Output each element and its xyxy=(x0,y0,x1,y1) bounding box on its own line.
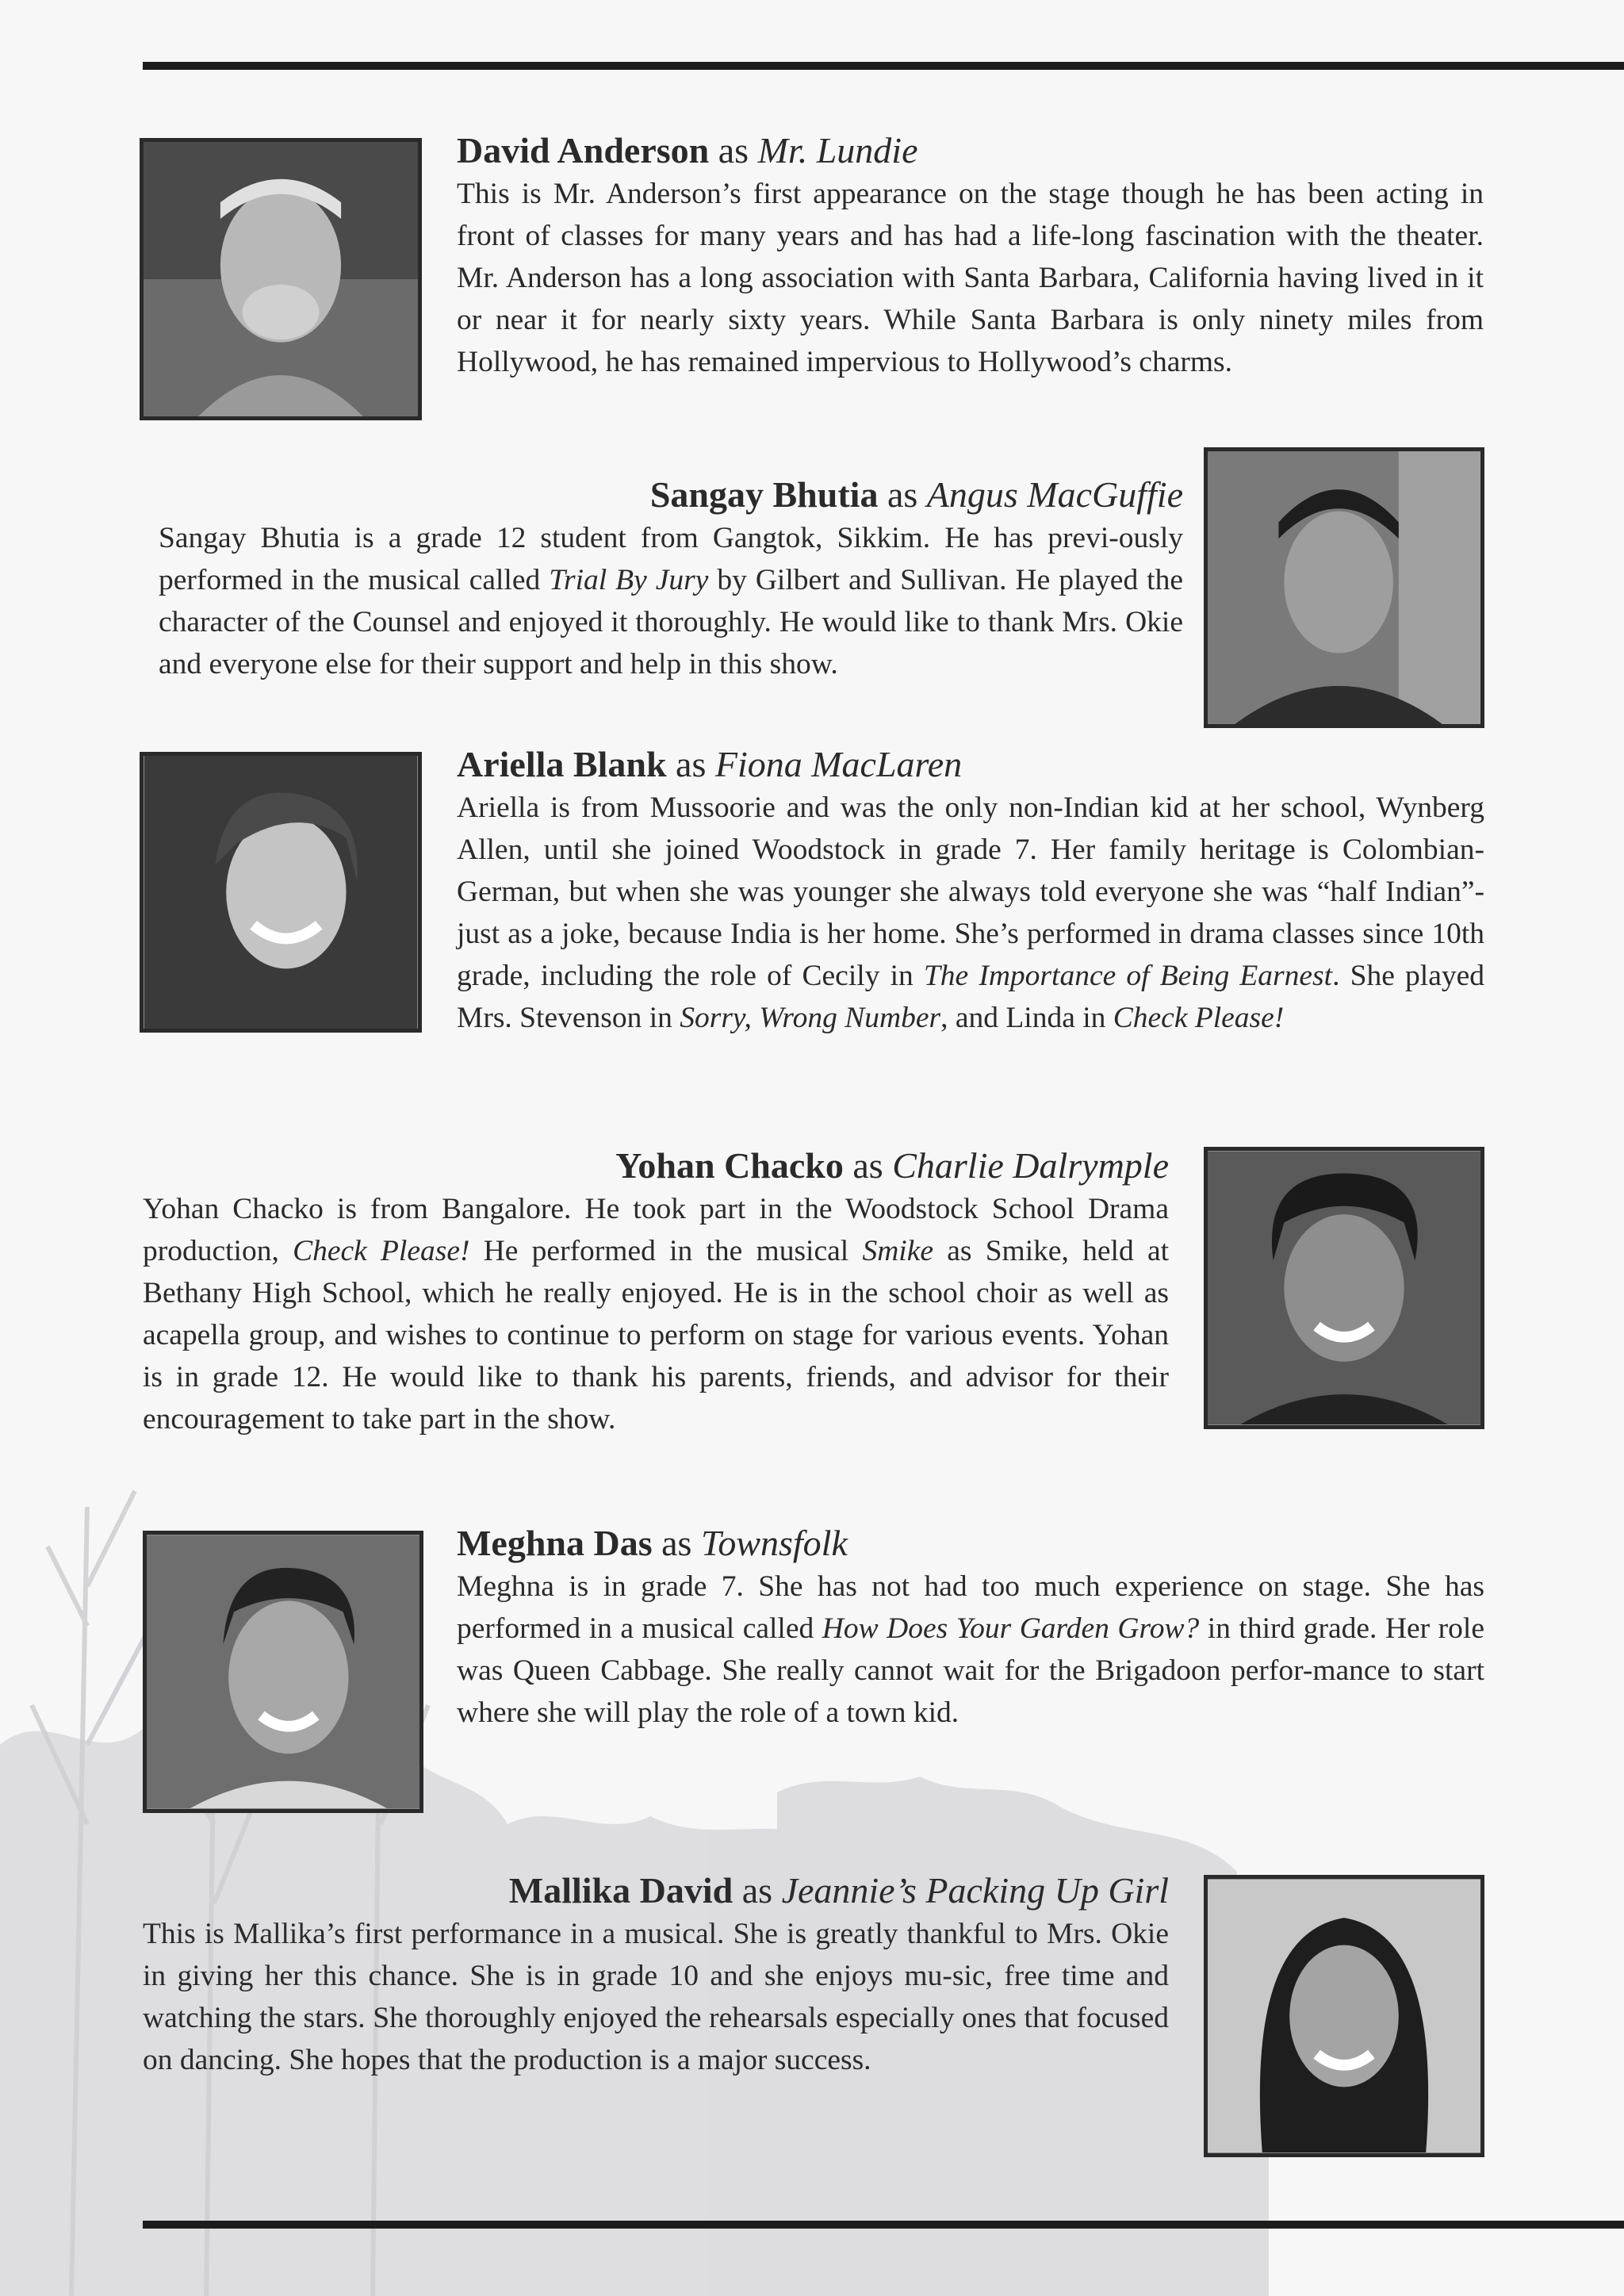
bio-meghna-das xyxy=(457,1521,1484,1734)
bio-text xyxy=(457,787,1484,1039)
bio-text xyxy=(457,1566,1484,1734)
bio-text xyxy=(143,1188,1169,1440)
actor-name: Ariella Blank xyxy=(457,744,667,784)
bio-text-span: He performed in the musical xyxy=(469,1235,863,1267)
bio-text-span: as Smike, held at Bethany High School, which he really enjoyed. He is in the school choir as well as acapella group, and wishes to continue to perform on stage for various events. Yohan is in grade 12. He would like to thank his parents, friends, and advisor for their encouragement to take part in the show. xyxy=(143,1235,1170,1435)
as-word: as xyxy=(718,130,749,171)
bio-text-span: Check Please! xyxy=(293,1235,470,1267)
david-anderson-photo xyxy=(140,138,422,420)
bio-heading xyxy=(457,1521,1484,1566)
bio-heading xyxy=(143,1869,1169,1913)
bio-text-span: How Does Your Garden Grow? xyxy=(822,1612,1200,1645)
bio-text-span: Sorry, Wrong Number xyxy=(680,1002,941,1034)
meghna-das-photo xyxy=(143,1531,423,1813)
bio-heading xyxy=(457,742,1484,787)
actor-name: David Anderson xyxy=(457,130,710,171)
bio-text xyxy=(159,517,1183,685)
bio-text-span: Sangay Bhutia is a grade 12 student from Gangtok, Sikkim. He has previ-ously performed in the musical called xyxy=(159,522,1183,596)
as-word: as xyxy=(741,1870,773,1911)
actor-name: Mallika David xyxy=(508,1870,733,1911)
bio-david-anderson xyxy=(457,128,1484,383)
bio-text-span: by Gilbert and Sullivan. He played the character of the Counsel and enjoyed it thoroughly. He would like to thank Mrs. Okie and everyone else for their support and help in this show. xyxy=(159,564,1183,680)
bottom-rule xyxy=(143,2221,1624,2229)
bio-text-span: Ariella is from Mussoorie and was the only non-Indian kid at her school, Wynberg Allen, until she joined Woodstock in grade 7. Her family heritage is Colombian-German, but when she was younger she always told everyone she was “half Indian”- just as a joke, because India is her home. She’s performed in drama classes since 10th grade, including the role of Cecily in xyxy=(457,792,1484,992)
bio-text-span: , and Linda in xyxy=(940,1002,1113,1034)
bio-text-span: Trial By Jury xyxy=(549,564,709,596)
top-rule xyxy=(143,62,1624,70)
ariella-blank-photo xyxy=(140,752,422,1033)
as-word: as xyxy=(661,1523,692,1563)
as-word: as xyxy=(676,744,707,784)
bio-text-span: . She played Mrs. Stevenson in xyxy=(457,960,1484,1034)
bio-heading xyxy=(143,1144,1169,1188)
actor-name: Meghna Das xyxy=(457,1523,653,1563)
bio-sangay-bhutia xyxy=(159,473,1183,685)
bio-heading xyxy=(159,473,1183,517)
role-name: Fiona MacLaren xyxy=(714,744,963,784)
yohan-chacko-photo xyxy=(1204,1147,1484,1429)
bio-text-span: This is Mallika’s first performance in a musical. She is greatly thankful to Mrs. Okie in giving her this chance. She is in grade 10 and she enjoys mu-sic, free time and watching the stars. She thoroughly enjoyed the rehearsals especially ones that focused on dancing. She hopes that the production is a major success. xyxy=(143,1918,1169,2076)
bio-text-span: Check Please! xyxy=(1113,1002,1285,1034)
as-word: as xyxy=(887,474,918,515)
bio-heading xyxy=(457,128,1484,173)
role-name: Mr. Lundie xyxy=(757,130,918,171)
bio-mallika-david xyxy=(143,1869,1169,2081)
bio-text-span: This is Mr. Anderson’s first appearance on the stage though he has been acting in front of classes for many years and has had a life-long fascination with the theater. Mr. Anderson has a long association with Santa Barbara, California having lived in it or near it for nearly sixty years. While Santa Barbara is only ninety miles from Hollywood, he has remained impervious to Hollywood’s charms. xyxy=(457,178,1484,378)
bio-text-span: Smike xyxy=(862,1235,933,1267)
bio-text xyxy=(143,1913,1169,2081)
bio-text-span: Yohan Chacko is from Bangalore. He took part in the Woodstock School Drama production, xyxy=(143,1193,1169,1267)
role-name: Townsfolk xyxy=(700,1523,848,1563)
actor-name: Sangay Bhutia xyxy=(649,474,879,515)
bio-text xyxy=(457,173,1484,383)
actor-name: Yohan Chacko xyxy=(615,1145,844,1186)
bio-text-span: Meghna is in grade 7. She has not had too much experience on stage. She has performed in a musical called xyxy=(457,1570,1484,1645)
mallika-david-photo xyxy=(1204,1875,1484,2157)
bio-text-span: The Importance of Being Earnest xyxy=(923,960,1333,992)
sangay-bhutia-photo xyxy=(1204,447,1484,728)
bio-ariella-blank xyxy=(457,742,1484,1039)
bio-text-span: in third grade. Her role was Queen Cabbage. She really cannot wait for the Brigadoon perfor-mance to start where she will play the role of a town kid. xyxy=(457,1612,1484,1729)
role-name: Jeannie’s Packing Up Girl xyxy=(781,1870,1169,1911)
bio-yohan-chacko xyxy=(143,1144,1169,1440)
as-word: as xyxy=(852,1145,883,1186)
role-name: Angus MacGuffie xyxy=(926,474,1183,515)
role-name: Charlie Dalrymple xyxy=(892,1145,1169,1186)
